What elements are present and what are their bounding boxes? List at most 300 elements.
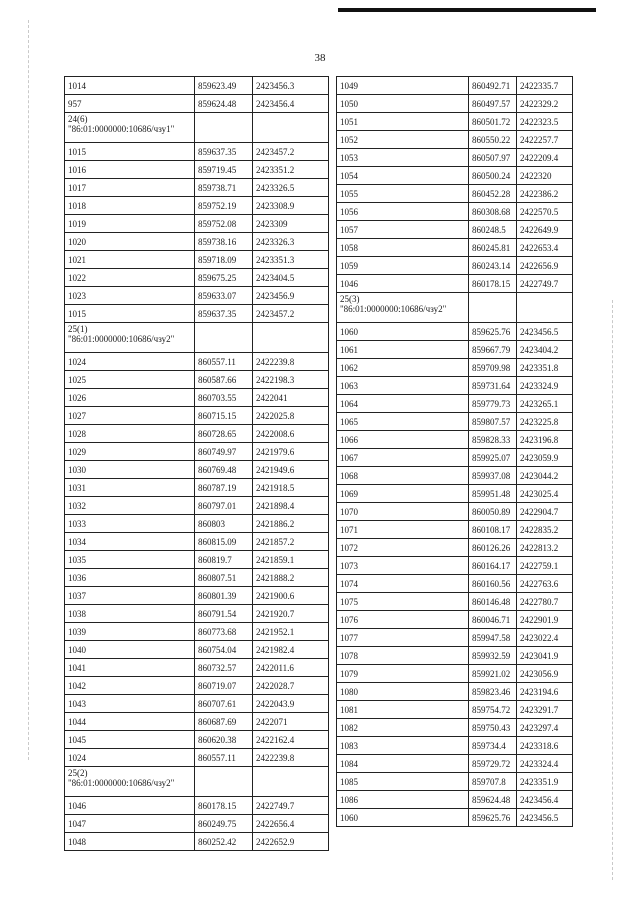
x-coordinate-cell: 860719.07	[195, 677, 253, 695]
point-id-cell: 1066	[337, 431, 469, 449]
point-id-cell: 1017	[65, 179, 195, 197]
x-coordinate-cell: 859932.59	[469, 647, 517, 665]
y-coordinate-cell	[253, 767, 329, 797]
y-coordinate-cell: 2421900.6	[253, 587, 329, 605]
y-coordinate-cell: 2423351.3	[253, 251, 329, 269]
table-row	[337, 611, 573, 629]
point-id-cell: 1067	[337, 449, 469, 467]
point-id-cell: 1062	[337, 359, 469, 377]
table-row	[337, 341, 573, 359]
y-coordinate-cell: 2422323.5	[517, 113, 573, 131]
point-id-cell: 1070	[337, 503, 469, 521]
table-row	[65, 479, 329, 497]
x-coordinate-cell: 860707.61	[195, 695, 253, 713]
table-row	[337, 359, 573, 377]
y-coordinate-cell: 2422335.7	[517, 77, 573, 95]
table-row	[65, 269, 329, 287]
y-coordinate-cell: 2422780.7	[517, 593, 573, 611]
point-id-cell: 1069	[337, 485, 469, 503]
y-coordinate-cell: 2422198.3	[253, 371, 329, 389]
y-coordinate-cell: 2421982.4	[253, 641, 329, 659]
y-coordinate-cell: 2423318.6	[517, 737, 573, 755]
y-coordinate-cell: 2423225.8	[517, 413, 573, 431]
point-id-cell: 1048	[65, 833, 195, 851]
y-coordinate-cell: 2421888.2	[253, 569, 329, 587]
x-coordinate-cell: 860164.17	[469, 557, 517, 575]
point-id-cell: 1073	[337, 557, 469, 575]
point-id-cell: 1046	[337, 275, 469, 293]
coordinates-table-left	[64, 76, 329, 851]
x-coordinate-cell: 860050.89	[469, 503, 517, 521]
point-id-cell: 1036	[65, 569, 195, 587]
y-coordinate-cell: 2422749.7	[517, 275, 573, 293]
x-coordinate-cell: 860769.48	[195, 461, 253, 479]
table-row	[65, 113, 329, 143]
y-coordinate-cell: 2422329.2	[517, 95, 573, 113]
x-coordinate-cell: 860108.17	[469, 521, 517, 539]
point-id-cell: 957	[65, 95, 195, 113]
x-coordinate-cell: 860248.5	[469, 221, 517, 239]
table-row	[65, 389, 329, 407]
x-coordinate-cell: 859750.43	[469, 719, 517, 737]
x-coordinate-cell: 859637.35	[195, 143, 253, 161]
x-coordinate-cell: 860803	[195, 515, 253, 533]
table-row	[65, 833, 329, 851]
table-row	[65, 713, 329, 731]
y-coordinate-cell: 2423025.4	[517, 485, 573, 503]
table-row	[337, 665, 573, 683]
table-row	[65, 605, 329, 623]
x-coordinate-cell: 860773.68	[195, 623, 253, 641]
x-coordinate-cell: 859729.72	[469, 755, 517, 773]
table-row	[337, 203, 573, 221]
point-id-cell: 1065	[337, 413, 469, 431]
x-coordinate-cell: 860249.75	[195, 815, 253, 833]
point-id-cell: 1054	[337, 167, 469, 185]
table-row	[65, 749, 329, 767]
x-coordinate-cell: 860178.15	[195, 797, 253, 815]
x-coordinate-cell: 859921.02	[469, 665, 517, 683]
y-coordinate-cell: 2423456.4	[517, 791, 573, 809]
point-id-cell: 1014	[65, 77, 195, 95]
y-coordinate-cell: 2422749.7	[253, 797, 329, 815]
y-coordinate-cell: 2422011.6	[253, 659, 329, 677]
table-row	[337, 557, 573, 575]
y-coordinate-cell: 2421857.2	[253, 533, 329, 551]
table-row	[65, 77, 329, 95]
table-row	[337, 791, 573, 809]
x-coordinate-cell: 859718.09	[195, 251, 253, 269]
point-id-cell: 1026	[65, 389, 195, 407]
table-row	[337, 95, 573, 113]
table-row	[337, 629, 573, 647]
x-coordinate-cell: 859637.35	[195, 305, 253, 323]
point-id-cell: 1028	[65, 425, 195, 443]
x-coordinate-cell: 859823.46	[469, 683, 517, 701]
group-header-cell: 25(2) "86:01:0000000:10686/чзу2"	[65, 767, 195, 797]
table-row	[65, 533, 329, 551]
point-id-cell: 1024	[65, 749, 195, 767]
table-row	[65, 659, 329, 677]
y-coordinate-cell: 2422025.8	[253, 407, 329, 425]
table-row	[65, 797, 329, 815]
y-coordinate-cell: 2422656.4	[253, 815, 329, 833]
table-row	[337, 293, 573, 323]
table-row	[65, 497, 329, 515]
coordinates-table-right	[336, 76, 573, 827]
point-id-cell: 1052	[337, 131, 469, 149]
x-coordinate-cell	[195, 113, 253, 143]
point-id-cell: 1061	[337, 341, 469, 359]
point-id-cell: 1082	[337, 719, 469, 737]
y-coordinate-cell: 2421949.6	[253, 461, 329, 479]
point-id-cell: 1057	[337, 221, 469, 239]
y-coordinate-cell: 2423326.5	[253, 179, 329, 197]
point-id-cell: 1068	[337, 467, 469, 485]
x-coordinate-cell: 860492.71	[469, 77, 517, 95]
y-coordinate-cell: 2422209.4	[517, 149, 573, 167]
x-coordinate-cell: 860507.97	[469, 149, 517, 167]
table-row	[337, 755, 573, 773]
point-id-cell: 1077	[337, 629, 469, 647]
point-id-cell: 1016	[65, 161, 195, 179]
point-id-cell: 1074	[337, 575, 469, 593]
point-id-cell: 1038	[65, 605, 195, 623]
x-coordinate-cell: 859752.19	[195, 197, 253, 215]
x-coordinate-cell: 859807.57	[469, 413, 517, 431]
y-coordinate-cell: 2423297.4	[517, 719, 573, 737]
y-coordinate-cell: 2423456.9	[253, 287, 329, 305]
table-row	[65, 461, 329, 479]
x-coordinate-cell: 860308.68	[469, 203, 517, 221]
point-id-cell: 1029	[65, 443, 195, 461]
x-coordinate-cell: 860245.81	[469, 239, 517, 257]
table-row	[337, 449, 573, 467]
point-id-cell: 1060	[337, 809, 469, 827]
table-row	[337, 185, 573, 203]
point-id-cell: 1053	[337, 149, 469, 167]
point-id-cell: 1055	[337, 185, 469, 203]
y-coordinate-cell: 2422028.7	[253, 677, 329, 695]
y-coordinate-cell: 2422386.2	[517, 185, 573, 203]
table-row	[65, 323, 329, 353]
table-row	[337, 239, 573, 257]
point-id-cell: 1037	[65, 587, 195, 605]
table-row	[337, 719, 573, 737]
y-coordinate-cell: 2423456.4	[253, 95, 329, 113]
group-header-cell: 24(6) "86:01:0000000:10686/чзу1"	[65, 113, 195, 143]
x-coordinate-cell: 859667.79	[469, 341, 517, 359]
x-coordinate-cell: 859925.07	[469, 449, 517, 467]
y-coordinate-cell: 2423056.9	[517, 665, 573, 683]
y-coordinate-cell: 2423309	[253, 215, 329, 233]
point-id-cell: 1022	[65, 269, 195, 287]
x-coordinate-cell: 860801.39	[195, 587, 253, 605]
table-row	[65, 443, 329, 461]
y-coordinate-cell: 2421979.6	[253, 443, 329, 461]
x-coordinate-cell: 860754.04	[195, 641, 253, 659]
table-row	[337, 701, 573, 719]
y-coordinate-cell: 2423265.1	[517, 395, 573, 413]
y-coordinate-cell: 2422759.1	[517, 557, 573, 575]
x-coordinate-cell: 860791.54	[195, 605, 253, 623]
y-coordinate-cell: 2423351.2	[253, 161, 329, 179]
point-id-cell: 1043	[65, 695, 195, 713]
y-coordinate-cell: 2423456.5	[517, 323, 573, 341]
y-coordinate-cell: 2423351.8	[517, 359, 573, 377]
table-row	[337, 257, 573, 275]
y-coordinate-cell: 2423324.9	[517, 377, 573, 395]
x-coordinate-cell: 860160.56	[469, 575, 517, 593]
group-header-cell: 25(1) "86:01:0000000:10686/чзу2"	[65, 323, 195, 353]
x-coordinate-cell: 860178.15	[469, 275, 517, 293]
y-coordinate-cell: 2422162.4	[253, 731, 329, 749]
table-row	[65, 677, 329, 695]
point-id-cell: 1030	[65, 461, 195, 479]
table-row	[337, 323, 573, 341]
table-row	[337, 77, 573, 95]
point-id-cell: 1079	[337, 665, 469, 683]
table-row	[337, 395, 573, 413]
table-row	[65, 287, 329, 305]
table-row	[65, 143, 329, 161]
table-row	[337, 539, 573, 557]
y-coordinate-cell: 2423059.9	[517, 449, 573, 467]
y-coordinate-cell	[253, 113, 329, 143]
y-coordinate-cell	[253, 323, 329, 353]
x-coordinate-cell: 859625.76	[469, 323, 517, 341]
y-coordinate-cell: 2421898.4	[253, 497, 329, 515]
point-id-cell: 1072	[337, 539, 469, 557]
x-coordinate-cell: 860819.7	[195, 551, 253, 569]
y-coordinate-cell: 2422763.6	[517, 575, 573, 593]
y-coordinate-cell: 2422835.2	[517, 521, 573, 539]
x-coordinate-cell: 859738.16	[195, 233, 253, 251]
x-coordinate-cell: 859734.4	[469, 737, 517, 755]
y-coordinate-cell: 2423456.3	[253, 77, 329, 95]
y-coordinate-cell: 2423044.2	[517, 467, 573, 485]
table-row	[65, 95, 329, 113]
y-coordinate-cell: 2423457.2	[253, 143, 329, 161]
table-row	[337, 485, 573, 503]
table-row	[337, 221, 573, 239]
point-id-cell: 1045	[65, 731, 195, 749]
x-coordinate-cell: 860815.09	[195, 533, 253, 551]
table-row	[65, 623, 329, 641]
table-row	[337, 167, 573, 185]
y-coordinate-cell: 2422653.4	[517, 239, 573, 257]
x-coordinate-cell: 859731.64	[469, 377, 517, 395]
x-coordinate-cell: 860728.65	[195, 425, 253, 443]
y-coordinate-cell: 2422320	[517, 167, 573, 185]
x-coordinate-cell: 859828.33	[469, 431, 517, 449]
table-row	[65, 515, 329, 533]
point-id-cell: 1025	[65, 371, 195, 389]
point-id-cell: 1049	[337, 77, 469, 95]
point-id-cell: 1050	[337, 95, 469, 113]
table-row	[337, 503, 573, 521]
table-row	[337, 113, 573, 131]
y-coordinate-cell: 2423308.9	[253, 197, 329, 215]
x-coordinate-cell: 860557.11	[195, 353, 253, 371]
x-coordinate-cell	[195, 323, 253, 353]
table-row	[65, 587, 329, 605]
x-coordinate-cell: 859625.76	[469, 809, 517, 827]
x-coordinate-cell: 860587.66	[195, 371, 253, 389]
point-id-cell: 1039	[65, 623, 195, 641]
y-coordinate-cell: 2422257.7	[517, 131, 573, 149]
table-row	[65, 179, 329, 197]
y-coordinate-cell: 2423456.5	[517, 809, 573, 827]
table-row	[337, 521, 573, 539]
table-row	[65, 215, 329, 233]
point-id-cell: 1041	[65, 659, 195, 677]
y-coordinate-cell: 2422813.2	[517, 539, 573, 557]
page-number: 38	[314, 52, 326, 64]
table-row	[337, 575, 573, 593]
y-coordinate-cell: 2423404.2	[517, 341, 573, 359]
table-row	[337, 377, 573, 395]
x-coordinate-cell: 860807.51	[195, 569, 253, 587]
point-id-cell: 1083	[337, 737, 469, 755]
x-coordinate-cell: 860243.14	[469, 257, 517, 275]
point-id-cell: 1076	[337, 611, 469, 629]
point-id-cell: 1086	[337, 791, 469, 809]
y-coordinate-cell: 2422071	[253, 713, 329, 731]
table-row	[65, 815, 329, 833]
point-id-cell: 1084	[337, 755, 469, 773]
table-row	[65, 197, 329, 215]
point-id-cell: 1051	[337, 113, 469, 131]
table-row	[337, 683, 573, 701]
y-coordinate-cell: 2422904.7	[517, 503, 573, 521]
y-coordinate-cell	[517, 293, 573, 323]
table-row	[337, 131, 573, 149]
point-id-cell: 1046	[65, 797, 195, 815]
table-row	[65, 407, 329, 425]
point-id-cell: 1042	[65, 677, 195, 695]
table-row	[65, 731, 329, 749]
point-id-cell: 1064	[337, 395, 469, 413]
y-coordinate-cell: 2422649.9	[517, 221, 573, 239]
point-id-cell: 1035	[65, 551, 195, 569]
point-id-cell: 1021	[65, 251, 195, 269]
point-id-cell: 1018	[65, 197, 195, 215]
x-coordinate-cell: 859624.48	[195, 95, 253, 113]
table-row	[65, 305, 329, 323]
x-coordinate-cell: 860703.55	[195, 389, 253, 407]
table-row	[337, 809, 573, 827]
y-coordinate-cell: 2422652.9	[253, 833, 329, 851]
x-coordinate-cell: 860452.28	[469, 185, 517, 203]
point-id-cell: 1027	[65, 407, 195, 425]
table-row	[337, 593, 573, 611]
y-coordinate-cell: 2421920.7	[253, 605, 329, 623]
x-coordinate-cell: 859633.07	[195, 287, 253, 305]
x-coordinate-cell: 859947.58	[469, 629, 517, 647]
point-id-cell: 1080	[337, 683, 469, 701]
point-id-cell: 1060	[337, 323, 469, 341]
x-coordinate-cell: 859719.45	[195, 161, 253, 179]
x-coordinate-cell: 860715.15	[195, 407, 253, 425]
x-coordinate-cell: 859937.08	[469, 467, 517, 485]
point-id-cell: 1019	[65, 215, 195, 233]
x-coordinate-cell: 859951.48	[469, 485, 517, 503]
x-coordinate-cell: 859754.72	[469, 701, 517, 719]
point-id-cell: 1047	[65, 815, 195, 833]
y-coordinate-cell: 2423404.5	[253, 269, 329, 287]
point-id-cell: 1058	[337, 239, 469, 257]
y-coordinate-cell: 2423194.6	[517, 683, 573, 701]
header-rule	[338, 8, 596, 12]
x-coordinate-cell: 860550.22	[469, 131, 517, 149]
x-coordinate-cell: 860046.71	[469, 611, 517, 629]
point-id-cell: 1056	[337, 203, 469, 221]
table-row	[337, 773, 573, 791]
table-row	[65, 695, 329, 713]
table-row	[65, 371, 329, 389]
point-id-cell: 1040	[65, 641, 195, 659]
x-coordinate-cell: 860687.69	[195, 713, 253, 731]
y-coordinate-cell: 2423351.9	[517, 773, 573, 791]
point-id-cell: 1024	[65, 353, 195, 371]
point-id-cell: 1071	[337, 521, 469, 539]
x-coordinate-cell: 859623.49	[195, 77, 253, 95]
x-coordinate-cell: 860497.57	[469, 95, 517, 113]
point-id-cell: 1044	[65, 713, 195, 731]
y-coordinate-cell: 2422901.9	[517, 611, 573, 629]
y-coordinate-cell: 2422570.5	[517, 203, 573, 221]
table-row	[65, 161, 329, 179]
table-row	[65, 551, 329, 569]
table-row	[337, 413, 573, 431]
x-coordinate-cell: 859624.48	[469, 791, 517, 809]
table-row	[65, 641, 329, 659]
point-id-cell: 1031	[65, 479, 195, 497]
table-row	[65, 767, 329, 797]
x-coordinate-cell: 859675.25	[195, 269, 253, 287]
table-row	[65, 569, 329, 587]
x-coordinate-cell: 859779.73	[469, 395, 517, 413]
y-coordinate-cell: 2423196.8	[517, 431, 573, 449]
x-coordinate-cell: 860146.48	[469, 593, 517, 611]
table-row	[337, 275, 573, 293]
x-coordinate-cell: 860787.19	[195, 479, 253, 497]
scan-edge-mark	[612, 300, 614, 880]
x-coordinate-cell: 860557.11	[195, 749, 253, 767]
x-coordinate-cell: 860252.42	[195, 833, 253, 851]
point-id-cell: 1085	[337, 773, 469, 791]
point-id-cell: 1063	[337, 377, 469, 395]
x-coordinate-cell: 860501.72	[469, 113, 517, 131]
x-coordinate-cell: 859752.08	[195, 215, 253, 233]
y-coordinate-cell: 2422239.8	[253, 353, 329, 371]
table-row	[65, 233, 329, 251]
table-row	[337, 737, 573, 755]
y-coordinate-cell: 2422041	[253, 389, 329, 407]
y-coordinate-cell: 2422008.6	[253, 425, 329, 443]
x-coordinate-cell: 860620.38	[195, 731, 253, 749]
y-coordinate-cell: 2423457.2	[253, 305, 329, 323]
y-coordinate-cell: 2422043.9	[253, 695, 329, 713]
x-coordinate-cell: 860797.01	[195, 497, 253, 515]
y-coordinate-cell: 2421886.2	[253, 515, 329, 533]
table-row	[337, 647, 573, 665]
table-row	[337, 431, 573, 449]
point-id-cell: 1020	[65, 233, 195, 251]
point-id-cell: 1059	[337, 257, 469, 275]
y-coordinate-cell: 2421918.5	[253, 479, 329, 497]
